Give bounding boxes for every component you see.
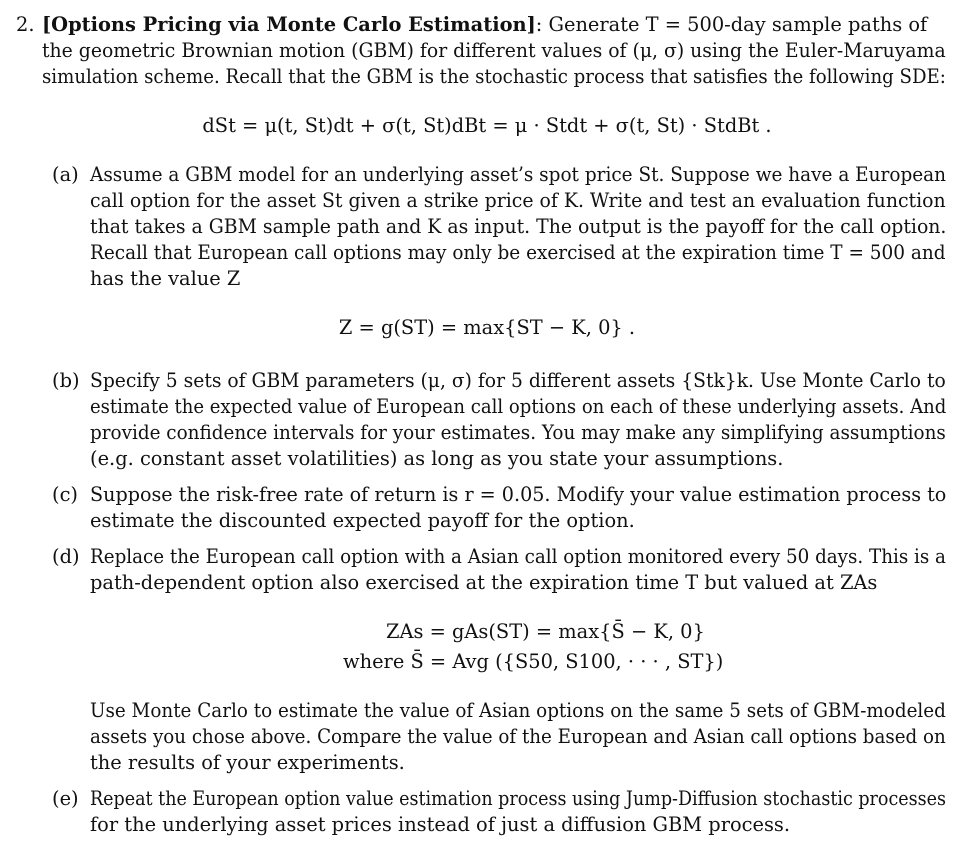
part-b-line-3: provide confidence intervals for your estimates. You may make any simplifying assumptions	[90, 421, 946, 444]
part-d-equation-1: ZAs = gAs(ST) = max{S̄ − K, 0}	[386, 620, 705, 643]
part-e-line-2: for the underlying asset prices instead of just a diffusion GBM process.	[90, 813, 791, 836]
part-a-line-2: call option for the asset St given a strike price of K. Write and test an evaluation function	[90, 189, 946, 212]
part-d-line-3: Use Monte Carlo to estimate the value of Asian options on the same 5 sets of GBM-modeled	[90, 699, 946, 722]
part-c-line-2: estimate the discounted expected payoff for the option.	[90, 509, 635, 532]
problem-intro-line-1	[42, 12, 927, 38]
part-b-line-2: estimate the expected value of European call options on each of these underlying assets. And	[90, 395, 947, 418]
part-b-label: (b)	[52, 369, 80, 392]
part-d-line-1: Replace the European call option with a Asian call option monitored every 50 days. This is a	[90, 545, 946, 568]
part-d-line-2: path-dependent option also exercised at the expiration time T but valued at ZAs	[90, 571, 878, 594]
part-a-line-1: Assume a GBM model for an underlying asset’s spot price St. Suppose we have a European	[90, 163, 947, 186]
problem-intro-line-2: the geometric Brownian motion (GBM) for different values of (μ, σ) using the Euler-Maruyama	[42, 39, 946, 62]
sde-equation: dSt = μ(t, St)dt + σ(t, St)dBt = μ · Stdt + σ(t, St) · StdBt .	[202, 114, 772, 137]
intro-rest-1: : Generate T = 500-day sample paths of	[535, 13, 928, 36]
problem-intro-line-3: simulation scheme. Recall that the GBM is the stochastic process that satisfies the following SDE:	[42, 65, 946, 88]
problem-title: [Options Pricing via Monte Carlo Estimation]	[42, 13, 536, 36]
part-a-label: (a)	[52, 163, 79, 186]
part-b-line-4: (e.g. constant asset volatilities) as long as you state your assumptions.	[90, 447, 784, 470]
part-d-equation-2: where S̄ = Avg ({S50, S100, · · · , ST})	[343, 650, 724, 673]
part-d-line-4: assets you chose above. Compare the value of the European and Asian call options based on	[90, 725, 946, 748]
part-d-line-5: the results of your experiments.	[90, 751, 405, 774]
part-a-line-4: Recall that European call options may only be exercised at the expiration time T = 500 and	[90, 241, 946, 264]
problem-number: 2.	[16, 13, 35, 36]
part-e-line-1: Repeat the European option value estimation process using Jump-Diffusion stochastic processes	[90, 787, 946, 810]
part-a-line-5: has the value Z	[90, 267, 241, 290]
part-a-line-3: that takes a GBM sample path and K as input. The output is the payoff for the call option.	[90, 215, 947, 238]
part-b-line-1: Specify 5 sets of GBM parameters (μ, σ) for 5 different assets {Stk}k. Use Monte Carlo to	[90, 369, 946, 392]
part-c-line-1: Suppose the risk-free rate of return is r = 0.05. Modify your value estimation process to	[90, 483, 947, 506]
part-d-label: (d)	[52, 545, 80, 568]
part-c-label: (c)	[52, 483, 78, 506]
part-e-label: (e)	[52, 787, 79, 810]
part-a-equation: Z = g(ST) = max{ST − K, 0} .	[338, 316, 636, 339]
